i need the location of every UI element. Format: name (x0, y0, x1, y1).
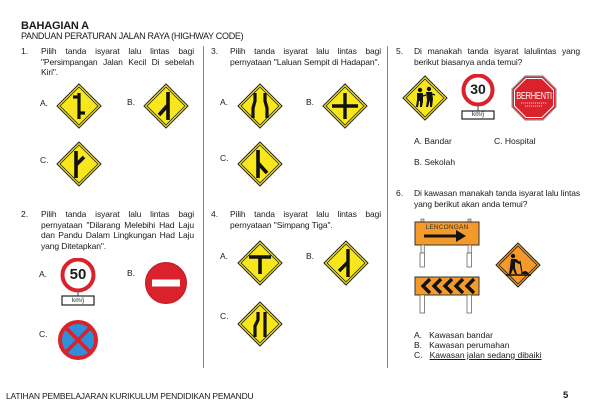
option-b[interactable]: B. Sekolah (414, 157, 456, 167)
speed-value: 30 (470, 81, 486, 97)
section-title: BAHAGIAN A (21, 20, 89, 32)
question-number: 5. (396, 46, 404, 56)
school-children-sign-icon (402, 75, 448, 121)
option-label-c[interactable]: C. (39, 329, 48, 339)
page-number: 5 (563, 390, 569, 401)
merge-right-sign-icon[interactable] (237, 141, 283, 187)
speed-limit-30-sign-icon (461, 74, 495, 124)
staggered-junction-sign-icon[interactable] (56, 83, 102, 129)
question-number: 4. (211, 209, 219, 219)
chevron-barrier-sign-icon (414, 276, 482, 324)
question-text: Di manakah tanda isyarat lalulintas yang berikut biasanya anda temui? (414, 46, 580, 67)
option-c[interactable]: C. Kawasan jalan sedang dibaiki (414, 350, 542, 360)
side-road-left-sign-icon[interactable] (56, 141, 102, 187)
option-label-a[interactable]: A. (220, 251, 229, 261)
question-number: 6. (396, 188, 404, 198)
detour-text: LENCONGAN (425, 224, 469, 231)
question-text: Pilih tanda isyarat lalu lintas bagi pernyataan "Laluan Sempit di Hadapan". (230, 46, 381, 67)
speed-unit: km/j (472, 111, 484, 118)
question-text: Pilih tanda isyarat lalu lintas bagi pernyataan "Dilarang Melebihi Had Laju dan Pandu Dalam Lingkungan Had Laju yang Ditetapkan". (41, 209, 194, 251)
merge-from-left-sign-icon[interactable] (143, 83, 189, 129)
column-divider-1 (203, 46, 204, 368)
option-b[interactable]: B. Kawasan perumahan (414, 340, 510, 350)
no-entry-sign-icon[interactable] (144, 261, 188, 305)
t-junction-sign-icon[interactable] (237, 240, 283, 286)
option-a[interactable]: A. Bandar (414, 136, 452, 146)
question-text: Di kawasan manakah tanda isyarat lalu lintas yang berikut akan anda temui? (414, 188, 580, 209)
question-text: Pilih tanda isyarat lalu lintas bagi pernyataan "Simpang Tiga". (230, 209, 381, 230)
option-label-b[interactable]: B. (127, 268, 136, 278)
option-a[interactable]: A. Kawasan bandar (414, 330, 493, 340)
option-label-c[interactable]: C. (220, 311, 229, 321)
stop-text: BERHENTI (516, 89, 552, 102)
no-stopping-sign-icon[interactable] (57, 319, 99, 361)
option-label-b[interactable]: B. (127, 97, 136, 107)
footer-text: LATIHAN PEMBELAJARAN KURIKULUM PENDIDIKAN PEMANDU (6, 391, 254, 401)
column-divider-2 (387, 46, 388, 368)
question-number: 2. (21, 209, 29, 219)
section-subtitle: PANDUAN PERATURAN JALAN RAYA (HIGHWAY CODE) (21, 31, 244, 41)
stop-sign-icon (511, 75, 557, 121)
option-label-c[interactable]: C. (40, 155, 49, 165)
option-label-a[interactable]: A. (39, 269, 48, 279)
road-narrows-sign-icon[interactable] (237, 83, 283, 129)
lane-shift-sign-icon[interactable] (237, 301, 283, 347)
speed-unit: km/j (72, 296, 84, 304)
speed-value: 50 (69, 266, 87, 283)
merge-from-left-sign-icon[interactable] (323, 240, 369, 286)
crossroads-sign-icon[interactable] (322, 83, 368, 129)
option-label-b[interactable]: B. (306, 251, 315, 261)
option-label-b[interactable]: B. (306, 97, 315, 107)
option-c[interactable]: C. Hospital (494, 136, 536, 146)
question-text: Pilih tanda isyarat lalu lintas bagi "Persimpangan Jalan Kecil Di sebelah Kiri". (41, 46, 194, 77)
option-label-a[interactable]: A. (220, 97, 229, 107)
detour-barrier-sign-icon (414, 218, 482, 268)
roadwork-sign-icon (495, 242, 541, 288)
question-number: 3. (211, 46, 219, 56)
question-number: 1. (21, 46, 29, 56)
speed-limit-50-sign-icon[interactable] (60, 258, 96, 310)
option-label-a[interactable]: A. (40, 98, 49, 108)
option-label-c[interactable]: C. (220, 153, 229, 163)
